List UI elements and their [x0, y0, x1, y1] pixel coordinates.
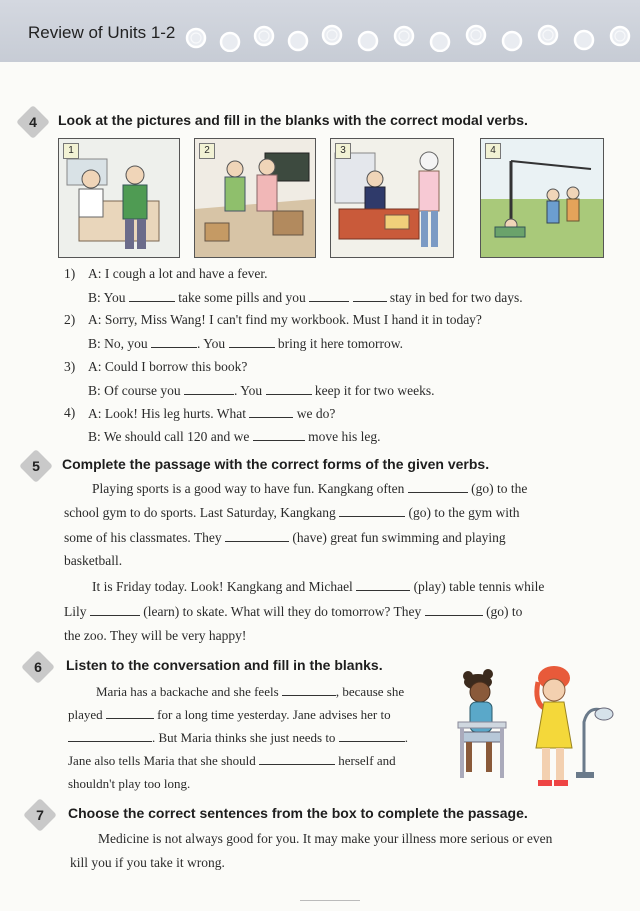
section-number: 7 — [36, 807, 44, 823]
passage-line: Medicine is not always good for you. It may make your illness more serious or even — [98, 831, 553, 846]
answer-blank[interactable] — [129, 289, 175, 302]
answer-blank[interactable] — [356, 578, 410, 591]
page-footer-divider — [300, 900, 360, 911]
answer-blank[interactable] — [425, 603, 483, 616]
circle-row-icon — [182, 22, 640, 52]
picture-2 — [194, 138, 316, 258]
picture-3 — [330, 138, 454, 258]
item-number: 3) — [64, 359, 76, 374]
dialogue-text: A: Look! His leg hurts. What — [88, 406, 246, 421]
dialogue-line: A: Could I borrow this book? — [88, 359, 248, 374]
picture-number: 3 — [335, 143, 351, 159]
passage-text: Lily — [64, 604, 87, 619]
item-number: 4) — [64, 405, 76, 420]
section-7-instruction: Choose the correct sentences from the box to complete the passage. — [68, 805, 528, 821]
passage-line: shouldn't play too long. — [68, 776, 191, 791]
passage-text: (play) table tennis while — [413, 579, 545, 594]
passage-line — [68, 729, 408, 746]
dialogue-text: we do? — [296, 406, 336, 421]
passage-line — [92, 480, 527, 497]
passage-text: Playing sports is a good way to have fun. Kangkang often — [92, 481, 405, 496]
passage-line — [64, 603, 522, 620]
answer-blank[interactable] — [339, 729, 405, 742]
dialogue-text: bring it here tomorrow. — [277, 336, 404, 351]
picture-strip — [58, 138, 603, 258]
answer-blank[interactable] — [339, 504, 405, 517]
dialogue-text: B: You — [88, 290, 126, 305]
picture-1 — [58, 138, 180, 258]
answer-blank[interactable] — [249, 405, 293, 418]
dialogue-text: B: Of course you — [88, 383, 181, 398]
picture-number: 1 — [63, 143, 79, 159]
passage-text: (go) to the — [471, 481, 528, 496]
passage-line — [68, 706, 391, 723]
passage-text: Maria has a backache and she feels — [96, 684, 279, 699]
passage-text: school gym to do sports. Last Saturday, Kangkang — [64, 505, 336, 520]
dialogue-text: keep it for two weeks. — [314, 383, 435, 398]
header-title: Review of Units 1-2 — [28, 23, 176, 42]
answer-blank[interactable] — [225, 529, 289, 542]
passage-text: for a long time yesterday. Jane advises her to — [157, 707, 391, 722]
section-6-instruction: Listen to the conversation and fill in the blanks. — [66, 657, 383, 673]
section-5-instruction: Complete the passage with the correct forms of the given verbs. — [62, 456, 490, 472]
passage-line — [68, 752, 396, 769]
dialogue-text: take some pills and you — [178, 290, 306, 305]
passage-text: (learn) to skate. What will they do tomorrow? They — [143, 604, 422, 619]
passage-text: (go) to — [486, 604, 523, 619]
dialogue-line: A: I cough a lot and have a fever. — [88, 266, 268, 281]
section-4-instruction: Look at the pictures and fill in the blanks with the correct modal verbs. — [58, 112, 528, 128]
answer-blank[interactable] — [259, 752, 335, 765]
item-number: 1) — [64, 266, 76, 281]
dialogue-text: stay in bed for two days. — [389, 290, 523, 305]
answer-blank[interactable] — [408, 480, 468, 493]
section-number: 4 — [29, 114, 37, 130]
passage-text: Jane also tells Maria that she should — [68, 753, 256, 768]
passage-text: some of his classmates. They — [64, 530, 222, 545]
passage-line — [64, 504, 519, 521]
passage-line — [96, 683, 404, 700]
girls-illustration — [456, 662, 616, 790]
section-number: 6 — [34, 659, 42, 675]
decorative-circles — [182, 22, 640, 52]
dialogue-text: B: We should call 120 and we — [88, 429, 250, 444]
answer-blank[interactable] — [106, 706, 154, 719]
answer-blank[interactable] — [184, 382, 234, 395]
answer-blank[interactable] — [309, 289, 349, 302]
dialogue-line — [88, 335, 403, 352]
passage-line — [92, 578, 544, 595]
dialogue-text: move his leg. — [308, 429, 381, 444]
dialogue-text: . You — [233, 383, 263, 398]
picture-number: 4 — [485, 143, 501, 159]
passage-line: kill you if you take it wrong. — [70, 855, 225, 870]
dialogue-text: B: No, you — [88, 336, 148, 351]
passage-line: the zoo. They will be very happy! — [64, 628, 247, 643]
passage-text: . But Maria thinks she just needs to — [152, 730, 336, 745]
passage-line — [64, 529, 506, 546]
picture-4 — [480, 138, 604, 258]
section-number: 5 — [32, 458, 40, 474]
dialogue-line: A: Sorry, Miss Wang! I can't find my workbook. Must I hand it in today? — [88, 312, 482, 327]
answer-blank[interactable] — [151, 335, 197, 348]
passage-text: (go) to the gym with — [408, 505, 520, 520]
passage-text: played — [68, 707, 103, 722]
dialogue-text: . You — [197, 336, 226, 351]
answer-blank[interactable] — [253, 428, 305, 441]
passage-text: (have) great fun swimming and playing — [292, 530, 506, 545]
dialogue-line — [88, 428, 381, 445]
answer-blank[interactable] — [90, 603, 140, 616]
answer-blank[interactable] — [266, 382, 312, 395]
page-header — [0, 0, 640, 62]
dialogue-line — [88, 289, 523, 306]
passage-text: , because she — [335, 684, 405, 699]
answer-blank[interactable] — [282, 683, 336, 696]
picture-number: 2 — [199, 143, 215, 159]
answer-blank[interactable] — [353, 289, 387, 302]
passage-text: . — [404, 730, 408, 745]
passage-text: It is Friday today. Look! Kangkang and Michael — [92, 579, 353, 594]
passage-text: herself and — [338, 753, 396, 768]
dialogue-line — [88, 405, 335, 422]
answer-blank[interactable] — [68, 729, 152, 742]
passage-line: basketball. — [64, 553, 123, 568]
item-number: 2) — [64, 312, 76, 327]
dialogue-line — [88, 382, 434, 399]
answer-blank[interactable] — [229, 335, 275, 348]
